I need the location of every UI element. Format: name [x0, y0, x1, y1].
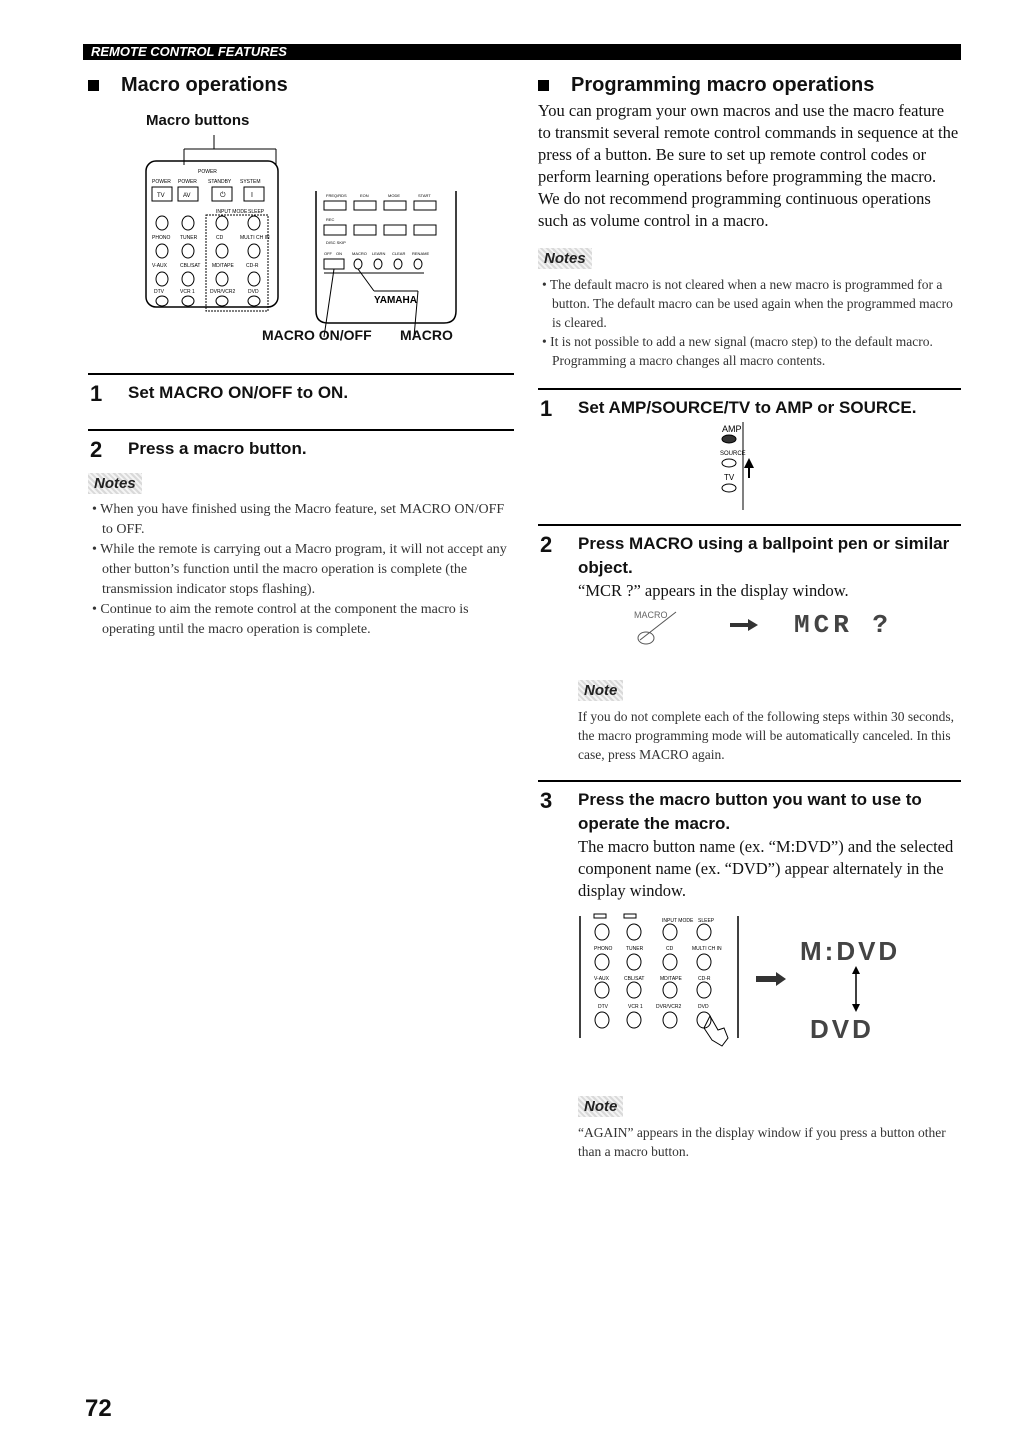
svg-text:STANDBY: STANDBY — [208, 179, 232, 185]
svg-text:I: I — [251, 192, 253, 199]
left-column — [88, 72, 514, 640]
note-label: Note — [578, 1096, 623, 1117]
svg-text:RENAME: RENAME — [412, 251, 430, 256]
pen-press-icon — [630, 608, 690, 648]
svg-text:MACRO: MACRO — [352, 251, 367, 256]
svg-text:FREQ/RDS: FREQ/RDS — [326, 193, 347, 198]
svg-text:TV: TV — [157, 193, 165, 199]
note-item: • While the remote is carrying out a Macro program, it will not accept any other button’s function until the macro operation is complete (the transmission indicator stops flashing). — [88, 540, 514, 600]
display-window-dvd: DVD — [810, 1014, 874, 1044]
svg-text:TUNER: TUNER — [626, 946, 644, 952]
arrow-up-icon — [744, 458, 754, 478]
macro-operations-heading: Macro operations — [88, 72, 514, 98]
svg-text:YAMAHA: YAMAHA — [374, 295, 417, 306]
finger-press-icon — [704, 1016, 728, 1046]
svg-text:CD-R: CD-R — [698, 976, 711, 982]
macro-label: MACRO — [400, 327, 453, 343]
svg-text:VCR 1: VCR 1 — [628, 1004, 643, 1010]
svg-text:MULTI CH IN: MULTI CH IN — [240, 235, 270, 241]
svg-text:⏻: ⏻ — [220, 192, 226, 199]
svg-text:SLEEP: SLEEP — [248, 209, 265, 215]
arrow-right-icon — [756, 972, 786, 986]
svg-text:INPUT MODE: INPUT MODE — [662, 918, 694, 924]
svg-text:MD/TAPE: MD/TAPE — [212, 263, 234, 269]
svg-text:DTV: DTV — [598, 1004, 608, 1010]
svg-text:TV: TV — [724, 473, 735, 482]
note-item: • It is not possible to add a new signal (macro step) to the default macro. Programming a macro changes all macro contents. — [538, 332, 961, 370]
page-number: 72 — [85, 1395, 112, 1422]
note-2: Note “AGAIN” appears in the display window if you press a button other than a macro button. — [578, 1098, 946, 1159]
right-step-2: 2 Press MACRO using a ballpoint pen or similar object. “MCR ?” appears in the display window. — [538, 524, 961, 602]
svg-text:DVD: DVD — [698, 1004, 709, 1010]
left-step-1: 1 Set MACRO ON/OFF to ON. — [88, 373, 514, 405]
svg-text:DVR/VCR2: DVR/VCR2 — [656, 1004, 682, 1010]
note-label: Note — [578, 680, 623, 701]
right-step-1: 1 Set AMP/SOURCE/TV to AMP or SOURCE. — [538, 388, 961, 420]
svg-text:V-AUX: V-AUX — [152, 263, 168, 269]
figure-title: Macro buttons — [146, 112, 250, 129]
svg-text:START: START — [418, 193, 431, 198]
left-step-2: 2 Press a macro button. — [88, 429, 514, 461]
svg-text:MD/TAPE: MD/TAPE — [660, 976, 682, 982]
svg-text:SLEEP: SLEEP — [698, 918, 715, 924]
notes-label: Notes — [88, 473, 142, 494]
svg-text:MULTI CH IN: MULTI CH IN — [692, 946, 722, 952]
svg-text:ON: ON — [336, 251, 342, 256]
svg-text:CBL/SAT: CBL/SAT — [624, 976, 645, 982]
arrow-right-icon — [730, 618, 760, 632]
note-item: • When you have finished using the Macro feature, set MACRO ON/OFF to OFF. — [88, 500, 514, 540]
svg-text:REC: REC — [326, 217, 335, 222]
notes-label: Notes — [538, 248, 592, 269]
svg-text:VCR 1: VCR 1 — [180, 289, 195, 295]
svg-text:POWER: POWER — [198, 169, 217, 175]
svg-text:DVD: DVD — [248, 289, 259, 295]
note-item: • The default macro is not cleared when a new macro is programmed for a button. The default macro can be used again when the programmed macro is cleared. — [538, 275, 961, 332]
svg-text:AV: AV — [183, 193, 191, 199]
note-1: Note If you do not complete each of the following steps within 30 seconds, the macro programming mode will be automatically canceled. In this case, press MACRO again. — [578, 682, 955, 762]
bullet-square-icon — [88, 80, 99, 91]
svg-text:CD: CD — [216, 235, 224, 241]
svg-text:OFF: OFF — [324, 251, 332, 256]
macro-button-illustration — [538, 912, 961, 1072]
svg-text:TUNER: TUNER — [180, 235, 198, 241]
right-column — [538, 72, 961, 1161]
note-item: • Continue to aim the remote control at the component the macro is operating until the macro operation is complete. — [88, 600, 514, 640]
svg-text:PHONO: PHONO — [594, 946, 613, 952]
remote-macro-illustration — [88, 131, 514, 341]
right-step-3: 3 Press the macro button you want to use to operate the macro. The macro button name (ex. “M:DVD”) and the selected component name (ex. “DVD”) appear alternately in the display window. — [538, 780, 961, 902]
intro-paragraph: You can program your own macros and use the macro feature to transmit several remote control commands in sequence at the press of a button. Be sure to set up remote control codes or perform learning operations before programming the macro. We do not recommend programming continuous operations such as volume control in a macro. — [538, 101, 959, 230]
svg-text:CLEAR: CLEAR — [392, 251, 406, 256]
svg-text:POWER: POWER — [152, 179, 171, 185]
programming-macro-heading: Programming macro operations — [538, 72, 961, 98]
svg-text:DISC SKIP: DISC SKIP — [326, 240, 346, 245]
svg-text:SYSTEM: SYSTEM — [240, 179, 261, 185]
section-banner: REMOTE CONTROL FEATURES — [83, 44, 961, 60]
svg-text:POWER: POWER — [178, 179, 197, 185]
svg-text:DTV: DTV — [154, 289, 164, 295]
svg-text:CD: CD — [666, 946, 674, 952]
amp-source-tv-switch — [538, 420, 961, 516]
svg-text:CBL/SAT: CBL/SAT — [180, 263, 201, 269]
svg-text:CD-R: CD-R — [246, 263, 259, 269]
bullet-square-icon — [538, 80, 549, 91]
display-window-mdvd: M:DVD — [800, 936, 901, 966]
right-notes — [538, 248, 961, 370]
svg-text:DVR/VCR2: DVR/VCR2 — [210, 289, 236, 295]
display-window-mcr: MCR ? — [794, 610, 893, 640]
svg-text:MODE: MODE — [388, 193, 400, 198]
macro-onoff-label: MACRO ON/OFF — [262, 327, 372, 343]
figure-labels — [88, 327, 514, 351]
svg-text:EON: EON — [360, 193, 369, 198]
svg-text:AMP: AMP — [722, 424, 742, 434]
left-notes — [88, 473, 514, 640]
macro-press-illustration — [538, 602, 961, 666]
svg-text:INPUT MODE: INPUT MODE — [216, 209, 248, 215]
svg-text:SOURCE: SOURCE — [720, 451, 746, 457]
svg-text:V-AUX: V-AUX — [594, 976, 610, 982]
svg-text:PHONO: PHONO — [152, 235, 171, 241]
macro-button-label: MACRO — [634, 610, 668, 620]
svg-text:LEARN: LEARN — [372, 251, 386, 256]
